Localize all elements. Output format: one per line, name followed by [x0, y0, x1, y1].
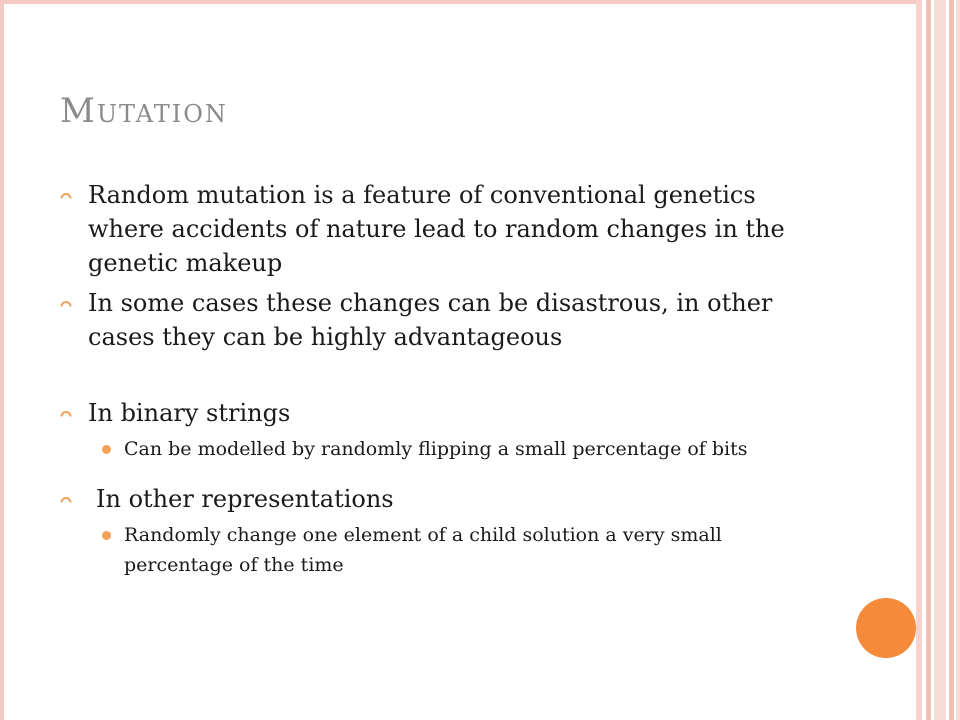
bullet-icon	[60, 408, 72, 420]
stripe	[956, 0, 960, 720]
bullet-icon	[60, 298, 72, 310]
bullet-item	[60, 396, 800, 430]
dot-icon	[102, 445, 111, 454]
bullet-item	[60, 286, 800, 354]
sub-bullet-item	[60, 434, 800, 464]
bullet-text: In other representations	[96, 485, 394, 513]
sub-bullet-text: Randomly change one element of a child solution a very small percentage of the time	[124, 524, 722, 576]
decorative-stripes	[916, 0, 960, 720]
sub-bullet-item	[60, 520, 800, 580]
bullet-text: Random mutation is a feature of conventional genetics where accidents of nature lead to random changes in the genetic makeup	[88, 181, 785, 277]
sub-bullet-text: Can be modelled by randomly flipping a small percentage of bits	[124, 438, 748, 460]
stripe	[934, 0, 946, 720]
dot-icon	[102, 531, 111, 540]
stripe	[916, 0, 922, 720]
slide-content	[60, 178, 800, 580]
bullet-icon	[60, 190, 72, 202]
bullet-text: In binary strings	[88, 399, 291, 427]
bullet-item	[60, 178, 800, 280]
bullet-icon	[60, 494, 72, 506]
decorative-circle	[856, 598, 916, 658]
stripe	[926, 0, 931, 720]
bullet-text: In some cases these changes can be disastrous, in other cases they can be highly advantageous	[88, 289, 773, 351]
stripe	[949, 0, 954, 720]
slide-title: Mutation	[60, 91, 228, 131]
bullet-item	[60, 482, 800, 516]
